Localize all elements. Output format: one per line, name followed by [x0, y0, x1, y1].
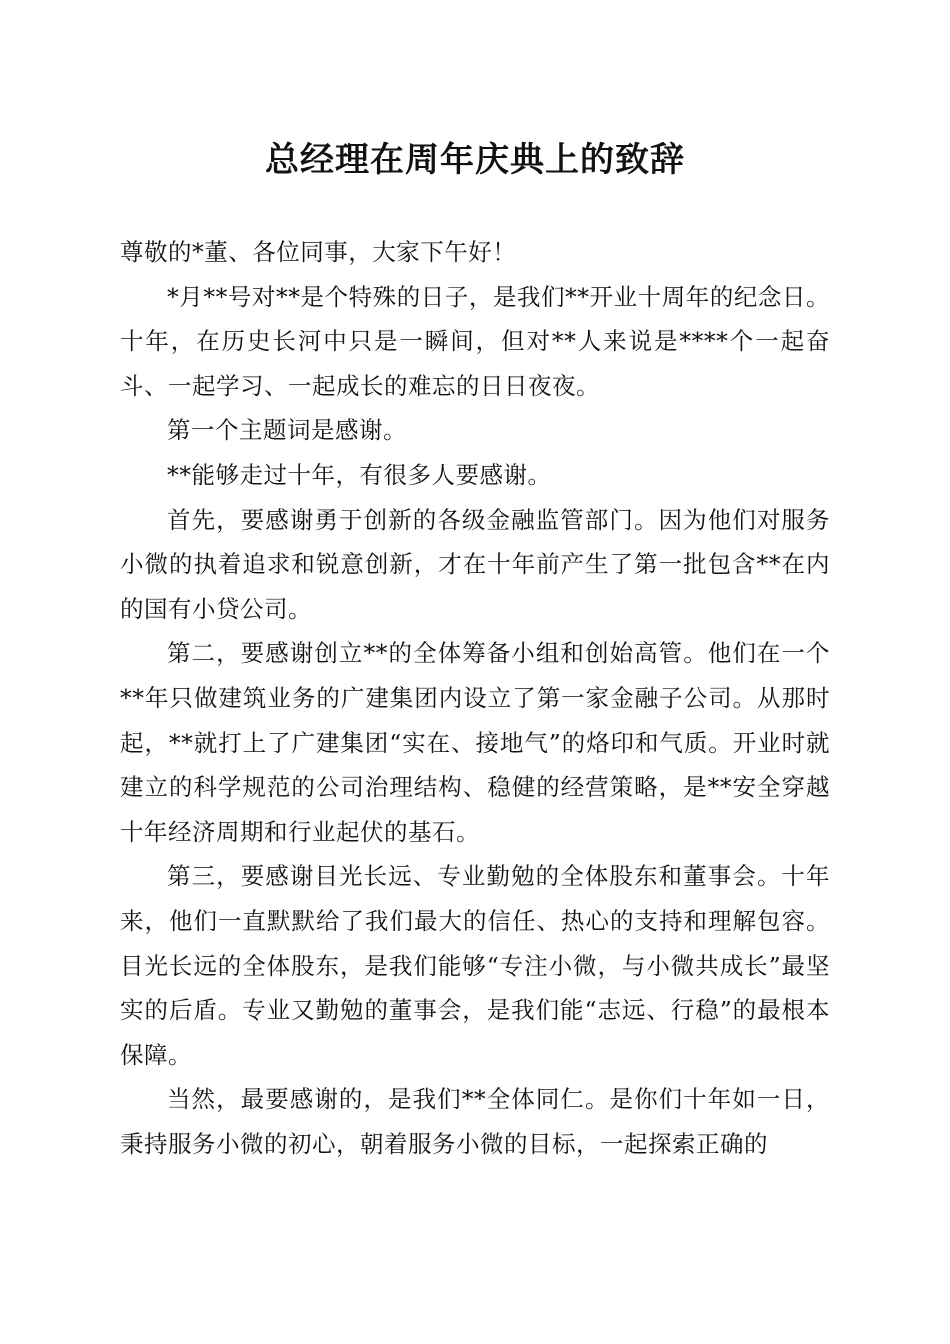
paragraph-regulators: 首先，要感谢勇于创新的各级金融监管部门。因为他们对服务小微的执着追求和锐意创新，才在十年前产生了第一批包含**在内的国有小贷公司。	[120, 505, 830, 623]
paragraph-theme-thanks: 第一个主题词是感谢。	[167, 416, 407, 445]
greeting-paragraph: 尊敬的*董、各位同事，大家下午好！	[120, 238, 517, 266]
document-body	[120, 230, 830, 1166]
paragraph-many-thanks: **能够走过十年，有很多人要感谢。	[167, 460, 552, 489]
paragraph-founders: 第二，要感谢创立**的全体筹备小组和创始高管。他们在一个**年只做建筑业务的广建集团内设立了第一家金融子公司。从那时起，**就打上了广建集团“实在、接地气”的烙印和气质。开业时就建立的科学规范的公司治理结构、稳健的经营策略，是**安全穿越十年经济周期和行业起伏的基石。	[120, 639, 830, 846]
document-title: 总经理在周年庆典上的致辞	[265, 140, 685, 180]
paragraph-anniversary: *月**号对**是个特殊的日子，是我们**开业十周年的纪念日。十年，在历史长河中只是一瞬间，但对**人来说是****个一起奋斗、一起学习、一起成长的难忘的日日夜夜。	[120, 282, 830, 400]
paragraph-shareholders: 第三，要感谢目光长远、专业勤勉的全体股东和董事会。十年来，他们一直默默给了我们最大的信任、热心的支持和理解包容。目光长远的全体股东，是我们能够“专注小微，与小微共成长”最坚实的后盾。专业又勤勉的董事会，是我们能“志远、行稳”的最根本保障。	[120, 862, 830, 1069]
paragraph-colleagues: 当然，最要感谢的，是我们**全体同仁。是你们十年如一日，秉持服务小微的初心，朝着服务小微的目标，一起探索正确的	[120, 1085, 830, 1158]
